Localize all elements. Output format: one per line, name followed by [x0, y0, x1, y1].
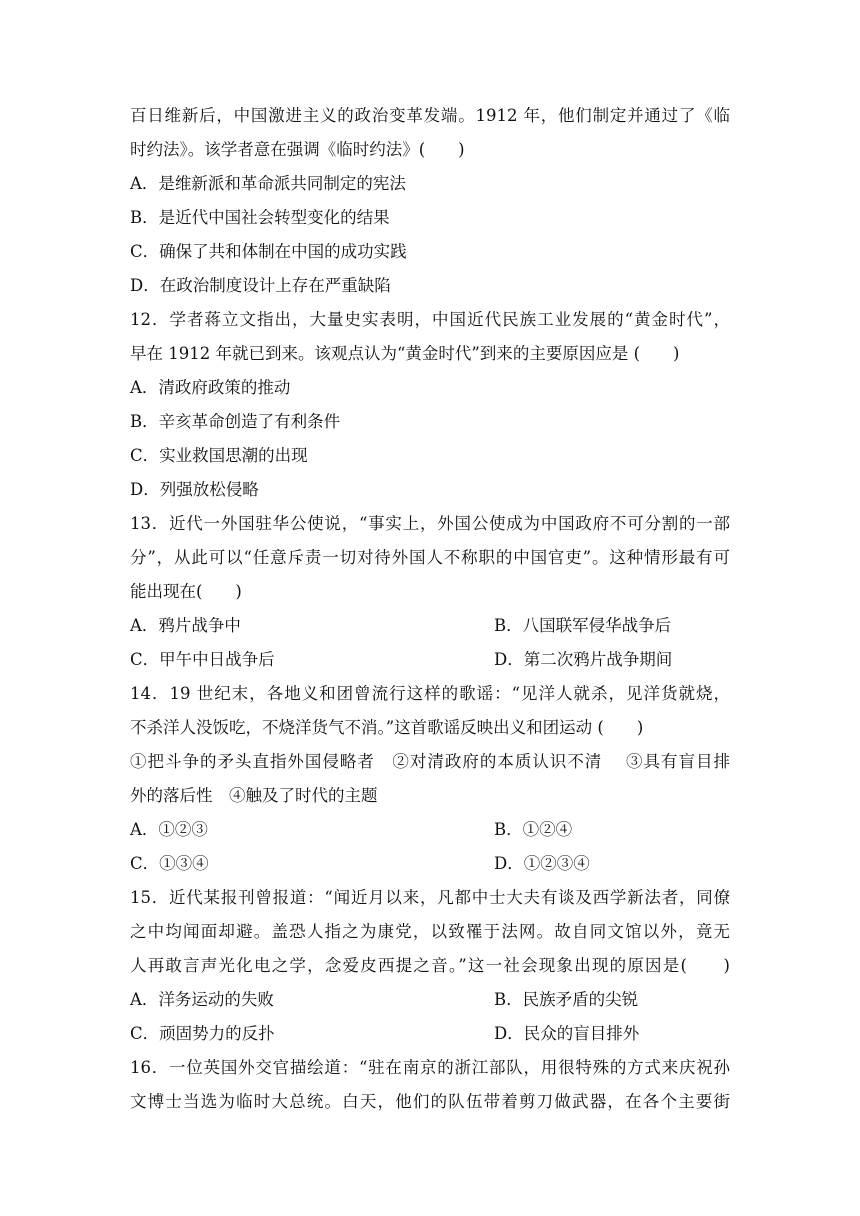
q15-option-c: C．顽固势力的反扑: [130, 1024, 275, 1043]
q12-option-a: A．清政府政策的推动: [130, 378, 291, 397]
q14-option-a: A．①②③: [130, 820, 208, 839]
q13-stem-line-1: 13．近代一外国驻华公使说，“事实上，外国公使成为中国政府不可分割的一部: [130, 514, 730, 533]
q11-option-d: D．在政治制度设计上存在严重缺陷: [130, 276, 391, 295]
q15-stem-line-3: 人再敢言声光化电之学，念爱皮西提之音。”这一社会现象出现的原因是( ): [130, 956, 730, 975]
q13-option-d: D．第二次鸦片战争期间: [494, 650, 673, 669]
q11-stem-line-1: 百日维新后，中国激进主义的政治变革发端。1912 年，他们制定并通过了《临: [130, 106, 730, 125]
q15-option-d: D．民众的盲目排外: [494, 1024, 640, 1043]
q14-stem-line-2: 不杀洋人没饭吃，不烧洋货气不消。”这首歌谣反映出义和团运动 ( ): [130, 718, 644, 737]
q15-option-a: A．洋务运动的失败: [130, 990, 274, 1009]
q15-stem-line-2: 之中均闻面却避。盖恐人指之为康党，以致罹于法网。故自同文馆以外，竟无: [130, 922, 730, 941]
q14-statements-line-1: ①把斗争的矛头直指外国侵略者 ②对清政府的本质认识不清 ③具有盲目排: [130, 752, 730, 771]
q12-stem-line-2: 早在 1912 年就已到来。该观点认为“黄金时代”到来的主要原因应是 ( ): [130, 344, 680, 363]
q13-stem-line-2: 分”，从此可以“任意斥责一切对待外国人不称职的中国官吏”。这种情形最有可: [130, 548, 730, 567]
q13-option-b: B．八国联军侵华战争后: [494, 616, 672, 635]
q14-option-c: C．①③④: [130, 854, 209, 873]
q12-stem-line-1: 12．学者蒋立文指出，大量史实表明，中国近代民族工业发展的“黄金时代”，: [130, 310, 730, 329]
q11-stem-line-2: 时约法》。该学者意在强调《临时约法》( ): [130, 140, 465, 159]
q11-option-a: A．是维新派和革命派共同制定的宪法: [130, 174, 406, 193]
q12-option-b: B．辛亥革命创造了有利条件: [130, 412, 341, 431]
q16-stem-line-2: 文博士当选为临时大总统。白天，他们的队伍带着剪刀做武器，在各个主要街: [130, 1092, 730, 1111]
q13-stem-line-3: 能出现在( ): [130, 582, 242, 601]
q14-option-b: B．①②④: [494, 820, 573, 839]
q15-option-b: B．民族矛盾的尖锐: [494, 990, 639, 1009]
q13-option-c: C．甲午中日战争后: [130, 650, 275, 669]
q12-option-c: C．实业救国思潮的出现: [130, 446, 308, 465]
q15-stem-line-1: 15．近代某报刊曾报道：“闻近月以来，凡都中士大夫有谈及西学新法者，同僚: [130, 888, 730, 907]
q12-option-d: D．列强放松侵略: [130, 480, 259, 499]
q14-option-d: D．①②③④: [494, 854, 590, 873]
q14-statements-line-2: 外的落后性 ④触及了时代的主题: [130, 786, 378, 805]
q16-stem-line-1: 16．一位英国外交官描绘道：“驻在南京的浙江部队，用很特殊的方式来庆祝孙: [130, 1058, 730, 1077]
q13-option-a: A．鸦片战争中: [130, 616, 241, 635]
q11-option-c: C．确保了共和体制在中国的成功实践: [130, 242, 407, 261]
q11-option-b: B．是近代中国社会转型变化的结果: [130, 208, 390, 227]
q14-stem-line-1: 14．19 世纪末，各地义和团曾流行这样的歌谣：“见洋人就杀，见洋货就烧，: [130, 684, 730, 703]
